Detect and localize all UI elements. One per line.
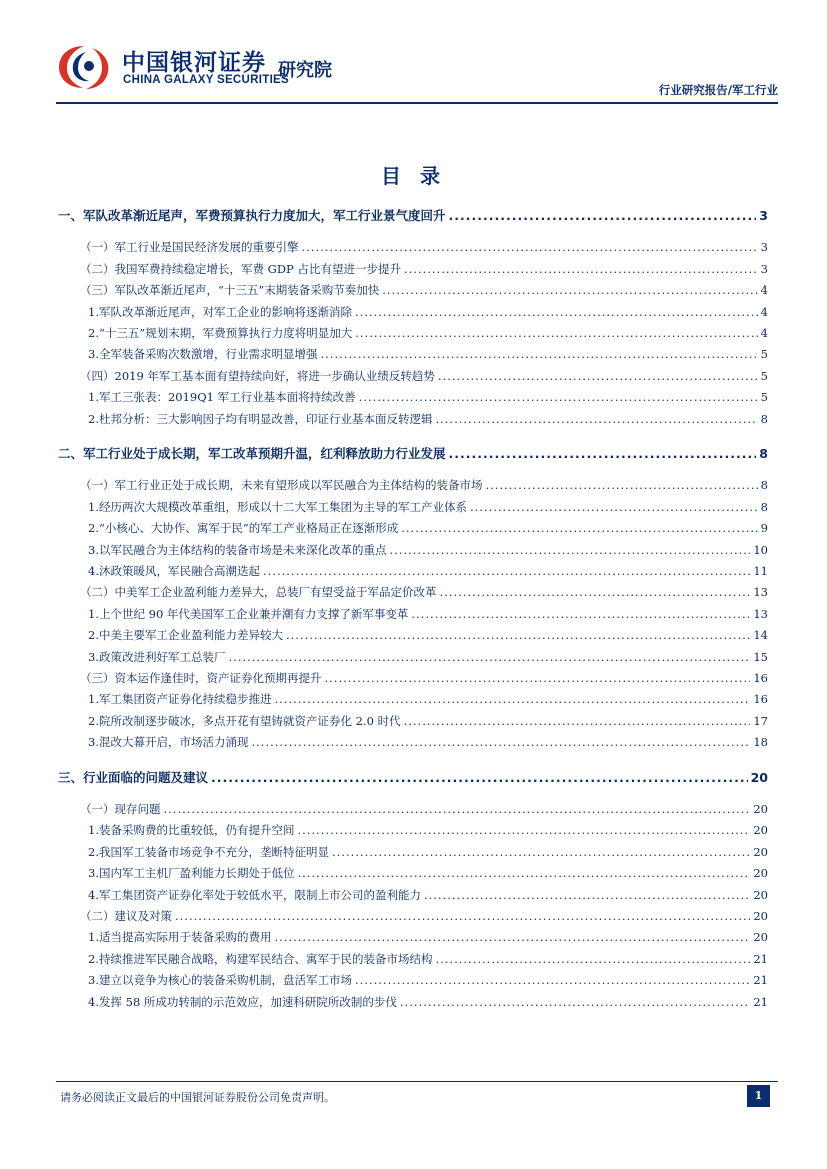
toc-subsection-entry[interactable] (58, 346, 768, 366)
toc-section-entry[interactable] (58, 261, 768, 281)
toc-section-entry[interactable] (58, 477, 768, 497)
toc-dot-leader (274, 692, 750, 706)
toc-subsection-entry[interactable] (58, 734, 768, 754)
report-type-label: 行业研究报告/军工行业 (658, 83, 778, 97)
toc-subsection-entry[interactable] (58, 606, 768, 626)
toc-entry-title: 1.军队改革渐近尾声，对军工企业的影响将逐渐消除 (88, 304, 352, 319)
toc-dot-leader (286, 628, 750, 642)
toc-dot-leader (332, 845, 750, 859)
toc-entry-title: （四）2019 年军工基本面有望持续向好，将进一步确认业绩反转趋势 (80, 368, 435, 383)
toc-subsection-entry[interactable] (58, 713, 768, 733)
toc-dot-leader (438, 369, 758, 383)
toc-dot-leader (228, 650, 750, 664)
toc-entry-title: （一）现存问题 (80, 802, 161, 816)
toc-subsection-entry[interactable] (58, 649, 768, 669)
toc-subsection-entry[interactable] (58, 844, 768, 864)
toc-entry-title: 2.持续推进军民融合战略，构建军民结合、寓军于民的装备市场结构 (88, 951, 433, 966)
toc-dot-leader (297, 866, 750, 880)
toc-entry-page: 8 (760, 499, 768, 514)
toc-entry-page: 3 (760, 240, 768, 255)
toc-dot-leader (164, 802, 751, 816)
toc-entry-page: 20 (753, 823, 768, 838)
galaxy-logo-icon (56, 42, 112, 92)
toc-entry-page: 9 (760, 521, 768, 536)
toc-chapter-entry[interactable] (58, 206, 768, 226)
toc-section-entry[interactable] (58, 282, 768, 302)
toc-entry-page: 17 (753, 713, 768, 728)
toc-entry-page: 20 (753, 844, 768, 859)
toc-entry-page: 21 (753, 973, 768, 988)
toc-entry-title: 2.“小核心、大协作、寓军于民”的军工产业格局正在逐渐形成 (88, 521, 399, 536)
toc-entry-page: 5 (760, 368, 768, 383)
toc-entry-page: 11 (753, 564, 768, 578)
toc-dot-leader (355, 326, 757, 340)
toc-subsection-entry[interactable] (58, 865, 768, 885)
toc-entry-page: 14 (753, 628, 768, 643)
toc-entry-page: 4 (760, 326, 768, 340)
page-header (56, 40, 778, 104)
toc-subsection-entry[interactable] (58, 389, 768, 409)
toc-section-entry[interactable] (58, 239, 768, 259)
toc-entry-page: 3 (760, 261, 768, 276)
page-number: 1 (747, 1085, 770, 1107)
toc-dot-leader (302, 240, 758, 254)
toc-subsection-entry[interactable] (58, 972, 768, 992)
toc-chapter-entry[interactable] (58, 444, 768, 464)
toc-entry-page: 5 (760, 390, 768, 405)
toc-entry-page: 3 (759, 208, 768, 223)
toc-entry-page: 8 (759, 446, 768, 461)
company-logo-text: 中国银河证券 (122, 50, 266, 76)
toc-entry-title: 3.全军装备采购次数激增，行业需求明显增强 (88, 347, 318, 362)
toc-dot-leader (274, 930, 750, 944)
toc-entry-page: 21 (753, 994, 768, 1009)
toc-subsection-entry[interactable] (58, 822, 768, 842)
toc-dot-leader (355, 305, 758, 319)
toc-dot-leader (359, 390, 758, 404)
toc-entry-page: 16 (753, 692, 768, 707)
toc-entry-title: 三、行业面临的问题及建议 (58, 769, 209, 785)
toc-dot-leader (355, 973, 750, 987)
toc-dot-leader (449, 208, 757, 223)
toc-dot-leader (424, 888, 750, 902)
toc-entry-page: 8 (760, 411, 768, 426)
toc-subsection-entry[interactable] (58, 499, 768, 519)
toc-entry-title: （二）建议及对策 (80, 909, 172, 923)
toc-subsection-entry[interactable] (58, 411, 768, 431)
toc-entry-title: 2.中美主要军工企业盈利能力差异较大 (88, 628, 283, 643)
institute-label: 研究院 (278, 60, 332, 81)
toc-entry-title: 3.以军民融合为主体结构的装备市场是未来深化改革的重点 (88, 542, 387, 557)
toc-dot-leader (382, 283, 757, 297)
toc-dot-leader (175, 909, 750, 923)
toc-entry-page: 20 (750, 769, 768, 785)
footer-divider (56, 1081, 778, 1082)
toc-entry-page: 20 (753, 930, 768, 945)
toc-entry-page: 13 (753, 606, 768, 621)
toc-entry-page: 4 (760, 304, 768, 319)
toc-entry-title: 2.“十三五”规划末期，军费预算执行力度将明显加大 (88, 326, 353, 340)
toc-entry-title: 4.沐政策暖风，军民融合高潮迭起 (88, 564, 260, 578)
toc-entry-page: 15 (753, 649, 768, 664)
toc-section-entry[interactable] (58, 908, 768, 928)
toc-subsection-entry[interactable] (58, 325, 768, 345)
toc-dot-leader (435, 952, 750, 966)
header-divider (56, 102, 778, 104)
toc-dot-leader (263, 564, 750, 578)
toc-dot-leader (449, 446, 757, 461)
toc-subsection-entry[interactable] (58, 627, 768, 647)
toc-entry-title: 2.我国军工装备市场竞争不充分，垄断特征明显 (88, 844, 329, 859)
toc-dot-leader (211, 770, 748, 785)
toc-entry-title: 3.国内军工主机厂盈利能力长期处于低位 (88, 866, 295, 881)
toc-title: 目 录 (381, 164, 446, 188)
toc-dot-leader (486, 478, 758, 492)
toc-dot-leader (401, 521, 757, 535)
toc-entry-title: 4.军工集团资产证券化率处于较低水平，限制上市公司的盈利能力 (88, 887, 421, 902)
toc-entry-title: 1.装备采购费的比重较低，仍有提升空间 (88, 823, 295, 838)
toc-entry-page: 18 (753, 735, 768, 750)
toc-section-entry[interactable] (58, 368, 768, 388)
toc-entry-page: 20 (753, 866, 768, 881)
toc-dot-leader (411, 607, 750, 621)
toc-entry-title: 2.杜邦分析：三大影响因子均有明显改善，印证行业基本面反转逻辑 (88, 411, 433, 426)
toc-entry-title: （二）中美军工企业盈利能力差异大，总装厂有望受益于军品定价改革 (80, 585, 437, 600)
toc-dot-leader (404, 714, 751, 728)
toc-section-entry[interactable] (58, 801, 768, 821)
toc-entry-page: 20 (753, 802, 768, 816)
toc-entry-title: 二、军工行业处于成长期，军工改革预期升温，红利释放助力行业发展 (58, 446, 446, 461)
toc-subsection-entry[interactable] (58, 929, 768, 949)
toc-entry-title: 1.军工集团资产证券化持续稳步推进 (88, 692, 272, 707)
toc-dot-leader (404, 262, 758, 276)
toc-subsection-entry[interactable] (58, 994, 768, 1014)
toc-dot-leader (320, 347, 757, 361)
toc-entry-title: （一）军工行业正处于成长期，未来有望形成以军民融合为主体结构的装备市场 (80, 478, 483, 493)
toc-entry-page: 21 (753, 951, 768, 966)
toc-entry-title: （一）军工行业是国民经济发展的重要引擎 (80, 240, 299, 255)
toc-entry-page: 20 (753, 909, 768, 923)
toc-subsection-entry[interactable] (58, 304, 768, 324)
toc-section-entry[interactable] (58, 670, 768, 690)
toc-dot-leader (440, 585, 751, 599)
toc-entry-title: 4.发挥 58 所成功转制的示范效应，加速科研院所改制的步伐 (88, 994, 397, 1009)
toc-entry-title: （三）军队改革渐近尾声，“十三五”末期装备采购节奏加快 (80, 283, 380, 298)
toc-dot-leader (389, 543, 750, 557)
toc-entry-title: 1.军工三张表：2019Q1 军工行业基本面将持续改善 (88, 390, 356, 405)
company-logo-english: CHINA GALAXY SECURITIES (123, 74, 290, 86)
toc-subsection-entry[interactable] (58, 520, 768, 540)
footer-disclaimer: 请务必阅读正文最后的中国银河证券股份公司免责声明。 (60, 1091, 335, 1104)
toc-dot-leader (400, 995, 750, 1009)
toc-entry-title: （三）资本运作逢佳时，资产证券化预期再提升 (80, 671, 322, 685)
toc-entry-page: 20 (753, 887, 768, 902)
toc-entry-page: 10 (753, 542, 768, 557)
toc-entry-page: 5 (760, 347, 768, 362)
toc-dot-leader (435, 412, 757, 426)
toc-entry-title: 一、军队改革渐近尾声，军费预算执行力度加大，军工行业景气度回升 (58, 208, 446, 223)
toc-entry-title: 3.混改大幕开启，市场活力涌现 (88, 735, 249, 750)
toc-entry-title: 2.院所改制逐步破冰，多点开花有望铸就资产证券化 2.0 时代 (88, 713, 401, 728)
toc-entry-title: 3.政策改进利好军工总装厂 (88, 649, 226, 664)
toc-entry-page: 8 (760, 478, 768, 493)
toc-dot-leader (297, 823, 750, 837)
toc-entry-title: 3.建立以竞争为核心的装备采购机制，盘活军工市场 (88, 973, 352, 988)
toc-entry-page: 16 (753, 671, 768, 685)
toc-subsection-entry[interactable] (58, 563, 768, 583)
toc-subsection-entry[interactable] (58, 691, 768, 711)
toc-dot-leader (251, 735, 750, 749)
toc-entry-title: （二）我国军费持续稳定增长，军费 GDP 占比有望进一步提升 (80, 261, 401, 276)
toc-entry-title: 1.经历两次大规模改革重组，形成以十二大军工集团为主导的军工产业体系 (88, 499, 467, 514)
toc-section-entry[interactable] (58, 584, 768, 604)
toc-entry-title: 1.适当提高实际用于装备采购的费用 (88, 930, 272, 945)
toc-subsection-entry[interactable] (58, 951, 768, 971)
toc-entry-page: 13 (753, 585, 768, 600)
toc-subsection-entry[interactable] (58, 887, 768, 907)
toc-entry-title: 1.上个世纪 90 年代美国军工企业兼并潮有力支撑了新军事变革 (88, 606, 409, 621)
toc-chapter-entry[interactable] (58, 768, 768, 788)
toc-dot-leader (470, 500, 758, 514)
toc-dot-leader (325, 671, 751, 685)
toc-entry-page: 4 (760, 283, 768, 298)
toc-subsection-entry[interactable] (58, 542, 768, 562)
